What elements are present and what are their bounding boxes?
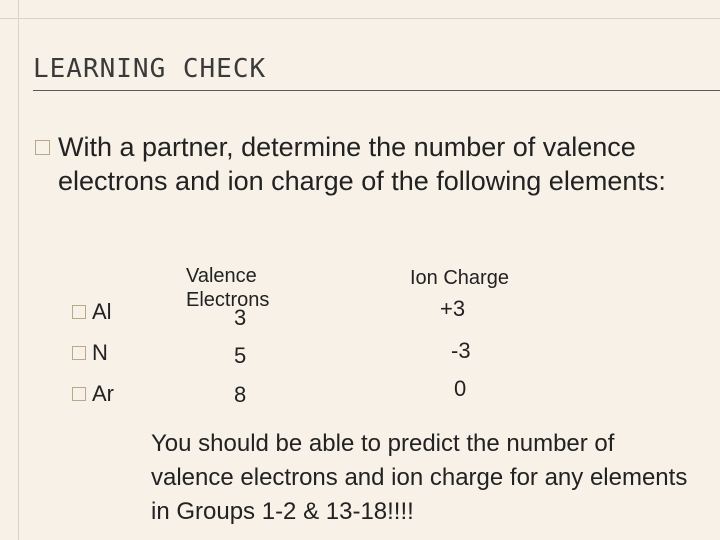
valence-value-n: 5: [234, 343, 247, 368]
bullet-icon: [72, 346, 86, 360]
ion-charge-header: Ion Charge: [410, 267, 509, 289]
ion-charge-value-ar: 0: [454, 376, 467, 401]
slide-title: LEARNING CHECK: [33, 54, 267, 84]
element-symbol-al: Al: [92, 299, 112, 324]
valence-value-ar: 8: [234, 382, 247, 407]
prompt-text: With a partner, determine the number of valence electrons and ion charge of the following elements:: [58, 132, 666, 196]
title-underline: [33, 90, 720, 91]
valence-electrons-header: Valence Electrons: [186, 265, 270, 311]
bullet-icon: [35, 140, 50, 155]
slide-border-top: [0, 18, 720, 19]
bullet-icon: [72, 305, 86, 319]
element-symbol-n: N: [92, 340, 108, 365]
valence-value-al: 3: [234, 305, 247, 330]
bullet-icon: [72, 387, 86, 401]
slide-border-left: [18, 0, 19, 540]
prediction-note: You should be able to predict the number of valence electrons and ion charge for any elements in Groups 1-2 & 13-18!!!!: [151, 430, 688, 525]
ion-charge-value-al: +3: [440, 296, 466, 321]
ion-charge-value-n: -3: [451, 338, 471, 363]
element-symbol-ar: Ar: [92, 381, 114, 406]
